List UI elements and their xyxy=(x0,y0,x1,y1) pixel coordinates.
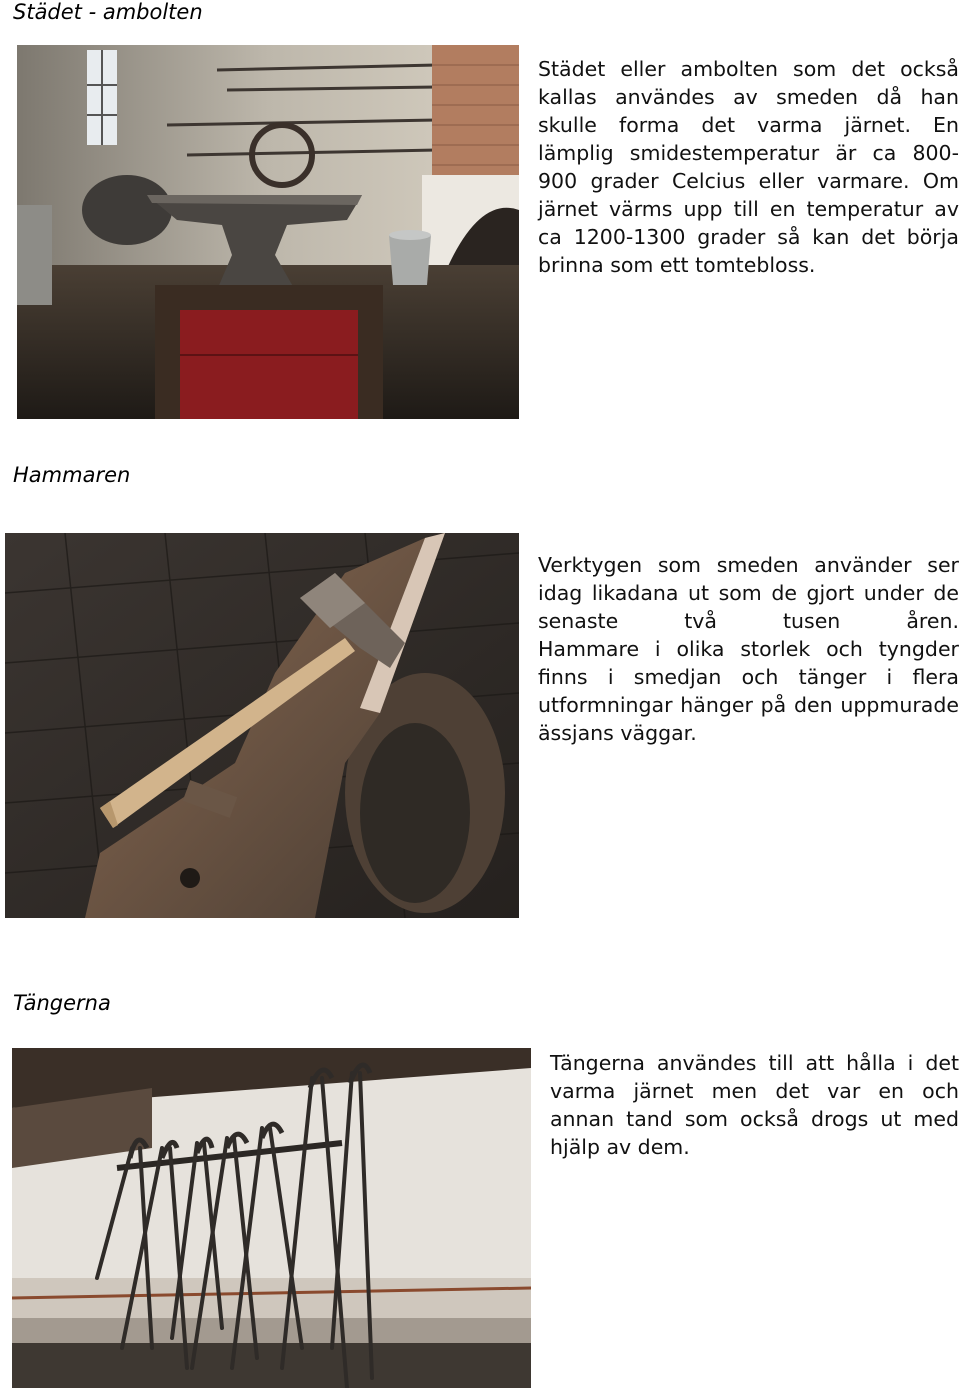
hammer-paragraph-1: Verktygen som smeden använder ser idag likadana ut som de gjort under de senaste två tusen åren. xyxy=(538,553,959,633)
anvil-description xyxy=(538,55,959,279)
anvil-photo xyxy=(17,45,519,419)
hammer-description xyxy=(538,551,959,747)
tongs-description xyxy=(550,1049,959,1161)
anvil-illustration xyxy=(17,45,519,419)
anvil-paragraph: Städet eller ambolten som det också kallas användes av smeden då han skulle forma det varma järnet. En lämplig smidestemperatur är ca 800-900 grader Celcius eller varmare. Om järnet värms upp till en temperatur av ca 1200-1300 grader så kan det börja brinna som ett tomtebloss. xyxy=(538,57,959,277)
section-heading-hammer: Hammaren xyxy=(13,463,131,487)
hammer-illustration xyxy=(5,533,519,918)
section-heading-tongs: Tängerna xyxy=(13,991,111,1015)
tongs-paragraph: Tängerna användes till att hålla i det varma järnet men det var en och annan tand som också drogs ut med hjälp av dem. xyxy=(550,1051,959,1159)
section-heading-anvil: Städet - ambolten xyxy=(13,0,203,24)
hammer-paragraph-2: Hammare i olika storlek och tyngder finns i smedjan och tänger i flera utformningar hänger på den uppmurade ässjans väggar. xyxy=(538,637,959,745)
tongs-photo xyxy=(12,1048,531,1388)
hammer-photo xyxy=(5,533,519,918)
tongs-illustration xyxy=(12,1048,531,1388)
